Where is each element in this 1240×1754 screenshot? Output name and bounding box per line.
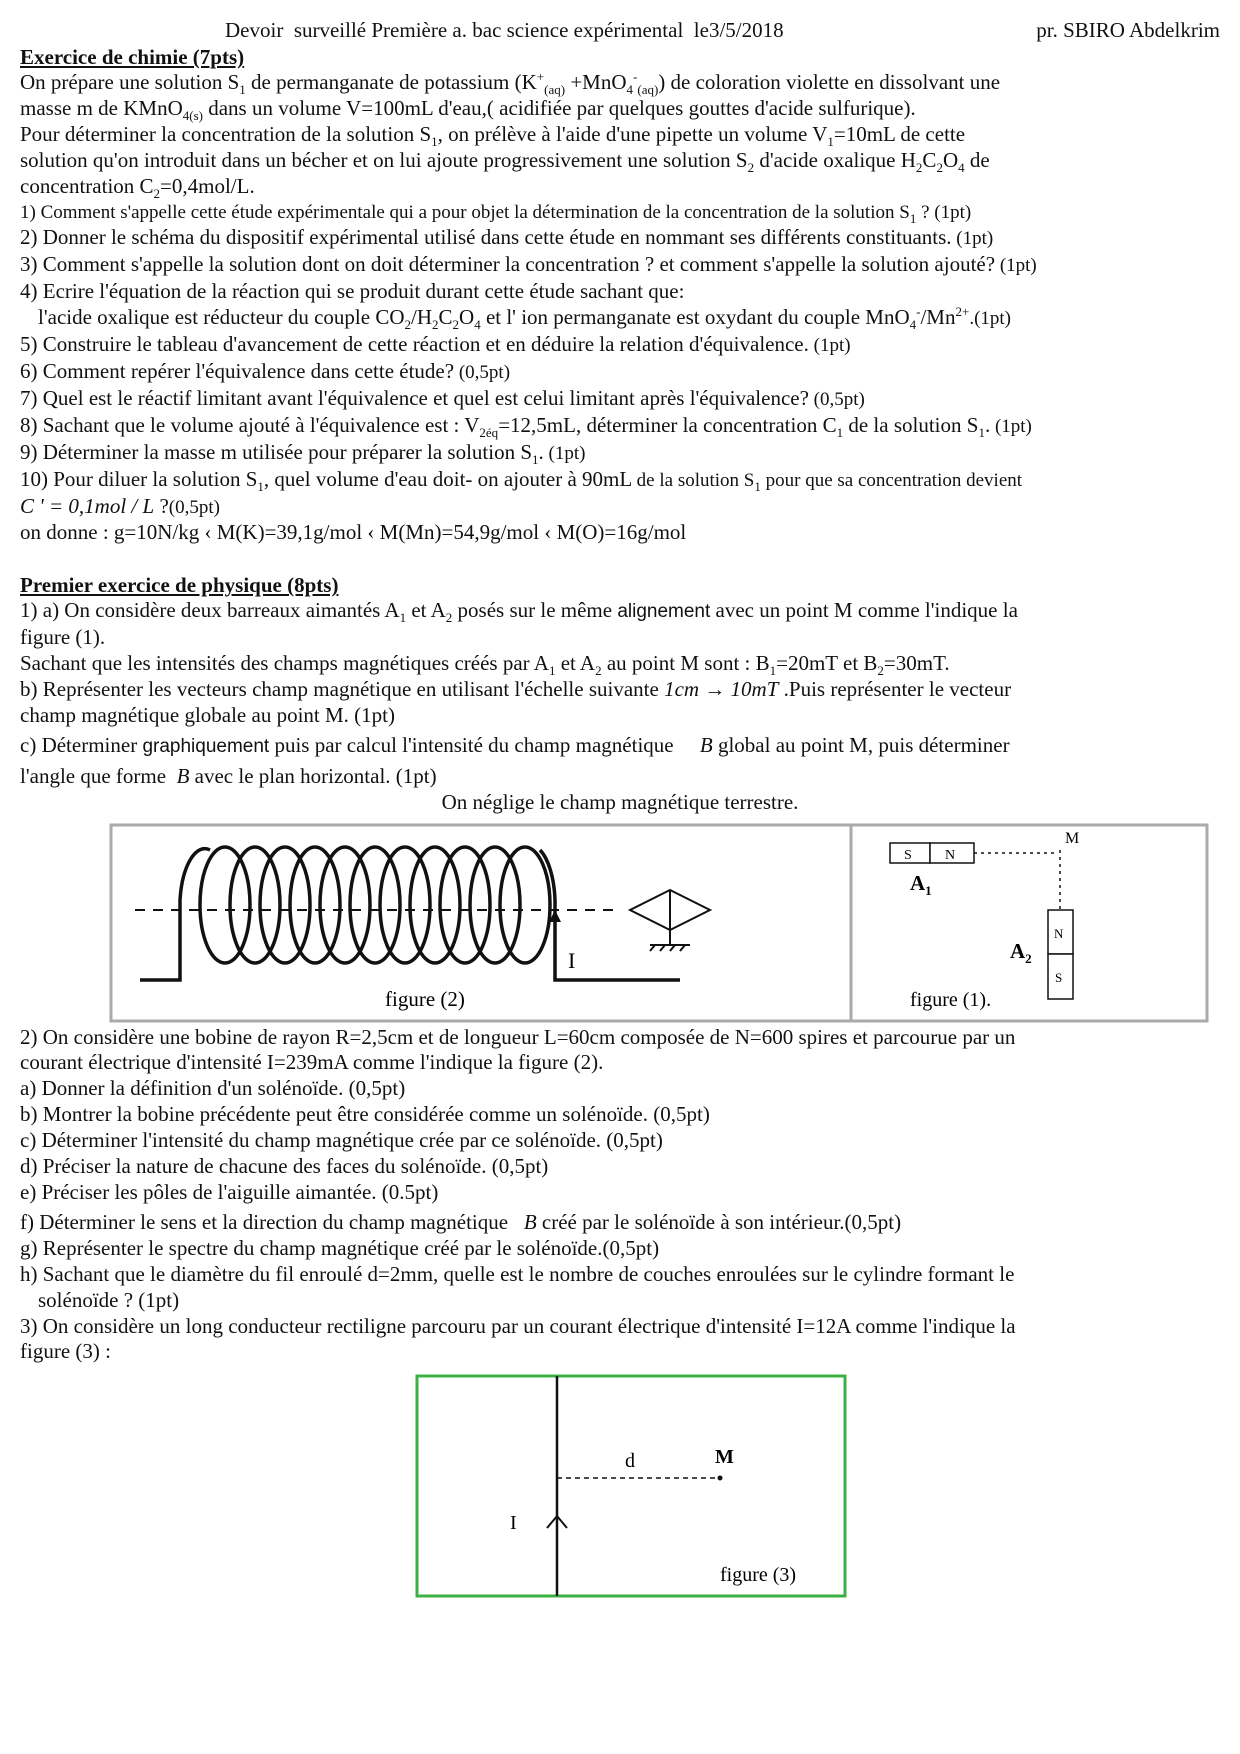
- chem-q5: 5) Construire le tableau d'avancement de cette réaction et en déduire la relation d'équivalence. (1pt): [20, 332, 851, 357]
- chem-q8: 8) Sachant que le volume ajouté à l'équivalence est : $V_{2éq}=12,5mL$, déterminer la concentration $C_1$ de la solution $S_1$. (1pt): [20, 412, 1032, 440]
- magnet-a2: [1048, 910, 1073, 999]
- magnet-a1-n: N: [945, 847, 956, 863]
- chem-intro-1: On prépare une solution $S_1$ de permanganate de potassium $(K^+_{(aq)} +MnO_4^-_{(aq)})$ de coloration violette en dissolvant une: [20, 69, 1001, 98]
- phys2-q-c: c) Déterminer l'intensité du champ magnétique crée par ce solénoïde. (0,5pt): [20, 1128, 663, 1153]
- compass-needle: [630, 890, 710, 951]
- fig1-caption: figure (1).: [910, 988, 992, 1011]
- chem-q6: 6) Comment repérer l'équivalence dans cette étude? (0,5pt): [20, 358, 511, 383]
- phys2-line-2: courant électrique d'intensité I=239mA comme l'indique la figure (2).: [20, 1050, 604, 1075]
- phys2-q3-line-2: figure (3) :: [20, 1339, 111, 1364]
- chem-intro-5: concentration $C_2=0,4mol/L$.: [20, 173, 255, 201]
- phys2-q-e: e) Préciser les pôles de l'aiguille aimantée. (0.5pt): [20, 1180, 439, 1204]
- fig1-label-a1: $A_1$: [910, 870, 932, 898]
- fig3-caption: figure (3): [720, 1564, 797, 1587]
- phys2-line-1: 2) On considère une bobine de rayon R=2,5cm et de longueur L=60cm composée de N=600 spires et parcourue par un: [20, 1024, 1016, 1049]
- fig2-caption: figure (2): [385, 986, 465, 1011]
- fig2-current-label: I: [568, 947, 576, 973]
- phys1-line-5: champ magnétique globale au point M. (1pt): [20, 702, 395, 727]
- chem-intro-3: Pour déterminer la concentration de la solution $S_1$, on prélève à l'aide d'une pipette un volume $V_1=10mL$ de cette: [20, 121, 966, 149]
- fig1-label-a2: $A_2$: [1010, 938, 1032, 966]
- chem-q1: 1) Comment s'appelle cette étude expérimentale qui a pour objet la détermination de la concentration de la solution $S_1$ ? (1pt): [20, 201, 972, 226]
- phys2-q3-line-1: 3) On considère un long conducteur rectiligne parcouru par un courant électrique d'intensité I=12A comme l'indique la: [20, 1313, 1016, 1338]
- phys2-q-d: d) Préciser la nature de chacune des faces du solénoïde. (0,5pt): [20, 1154, 549, 1179]
- figure-3-frame: [417, 1376, 845, 1596]
- fig1-point-m: M: [1065, 829, 1080, 847]
- phys1-line-1: 1) a) On considère deux barreaux aimantés $A_1$ et $A_2$ posés sur le même alignement avec un point M comme l'indique la: [20, 598, 1018, 626]
- phys1-line-2: figure (1).: [20, 625, 106, 650]
- fig3-current-label: I: [510, 1512, 517, 1535]
- phys1-note: On néglige le champ magnétique terrestre.: [441, 789, 799, 814]
- chem-q3: 3) Comment s'appelle la solution dont on doit déterminer la concentration ? et comment s'appelle la solution ajouté? (1pt): [20, 252, 1037, 277]
- page-header: [20, 18, 1220, 44]
- figure-3: [20, 1371, 1220, 1601]
- point-m: [718, 1476, 723, 1481]
- chem-intro-4: solution qu'on introduit dans un bécher et on lui ajoute progressivement une solution $S_2$ d'acide oxalique $H_2C_2O_4$ de: [20, 147, 990, 175]
- phys1-line-4: b) Représenter les vecteurs champ magnétique en utilisant l'échelle suivante 1cm → 10mT .Puis représenter le vecteur: [20, 677, 1012, 702]
- chem-q10: 10) Pour diluer la solution $S_1$, quel volume d'eau doit- on ajouter à 90mL de la solution $S_1$ pour que sa concentration devient: [20, 466, 1023, 494]
- chem-q4-detail: l'acide oxalique est réducteur du couple $CO_2/H_2C_2O_4$ et l' ion permanganate est oxydant du couple $MnO_4^-/Mn^{2+}.(1pt)$: [38, 304, 1011, 333]
- chem-intro-2: masse m de KMnO$_{4(s)}$ dans un volume V=100mL d'eau,( acidifiée par quelques gouttes d'acide sulfurique).: [20, 95, 916, 124]
- chem-q10-value: C ' = 0,1mol / L ?(0,5pt): [20, 493, 220, 518]
- magnet-a2-s: S: [1055, 969, 1063, 985]
- phys1-line-3: Sachant que les intensités des champs magnétiques créés par $A_1$ et $A_2$ au point M sont : $B_1=20mT$ et $B_2=30mT$.: [20, 651, 950, 679]
- magnet-a1-s: S: [904, 847, 912, 863]
- chem-title: Exercice de chimie (7pts): [20, 45, 245, 69]
- chem-q2: 2) Donner le schéma du dispositif expérimental utilisé dans cette étude en nommant ses différents constituants. (1pt): [20, 225, 994, 250]
- phys2-q-f: f) Déterminer le sens et la direction du champ magnétique B créé par le solénoïde à son intérieur.(0,5pt): [20, 1209, 902, 1234]
- phys2-q-g: g) Représenter le spectre du champ magnétique créé par le solénoïde.(0,5pt): [20, 1235, 660, 1260]
- phys1-title: Premier exercice de physique (8pts): [20, 573, 339, 598]
- phys1-line-7: l'angle que forme B avec le plan horizontal. (1pt): [20, 763, 437, 788]
- phys2-q-a: a) Donner la définition d'un solénoïde. (0,5pt): [20, 1076, 406, 1101]
- chem-q7: 7) Quel est le réactif limitant avant l'équivalence et quel est celui limitant après l'équivalence? (0,5pt): [20, 385, 865, 410]
- figures-1-2: [20, 820, 1220, 1025]
- fig3-label-m: M: [715, 1446, 734, 1469]
- phys2-q-b: b) Montrer la bobine précédente peut être considérée comme un solénoïde. (0,5pt): [20, 1102, 710, 1127]
- header-title: Devoir surveillé Première a. bac science expérimental le3/5/2018: [225, 18, 784, 42]
- magnet-a2-n: N: [1054, 925, 1064, 941]
- chem-q4: 4) Ecrire l'équation de la réaction qui se produit durant cette étude sachant que:: [20, 279, 685, 304]
- phys1-line-6: c) Déterminer graphiquement puis par calcul l'intensité du champ magnétique B global au point M, puis déterminer: [20, 732, 1010, 757]
- chem-given-data: on donne : g=10N/kg ‹ M(K)=39,1g/mol ‹ M(Mn)=54,9g/mol ‹ M(O)=16g/mol: [20, 520, 687, 545]
- header-teacher: pr. SBIRO Abdelkrim: [1036, 18, 1220, 42]
- phys2-q-h1: h) Sachant que le diamètre du fil enroulé d=2mm, quelle est le nombre de couches enroulées sur le cylindre formant le: [20, 1261, 1015, 1286]
- chem-q9: 9) Déterminer la masse m utilisée pour préparer la solution $S_1$. (1pt): [20, 439, 586, 467]
- magnet-a1: [890, 843, 974, 863]
- fig3-label-d: d: [625, 1450, 635, 1473]
- solenoid-coil: [140, 847, 680, 980]
- phys2-q-h2: solénoïde ? (1pt): [38, 1287, 180, 1312]
